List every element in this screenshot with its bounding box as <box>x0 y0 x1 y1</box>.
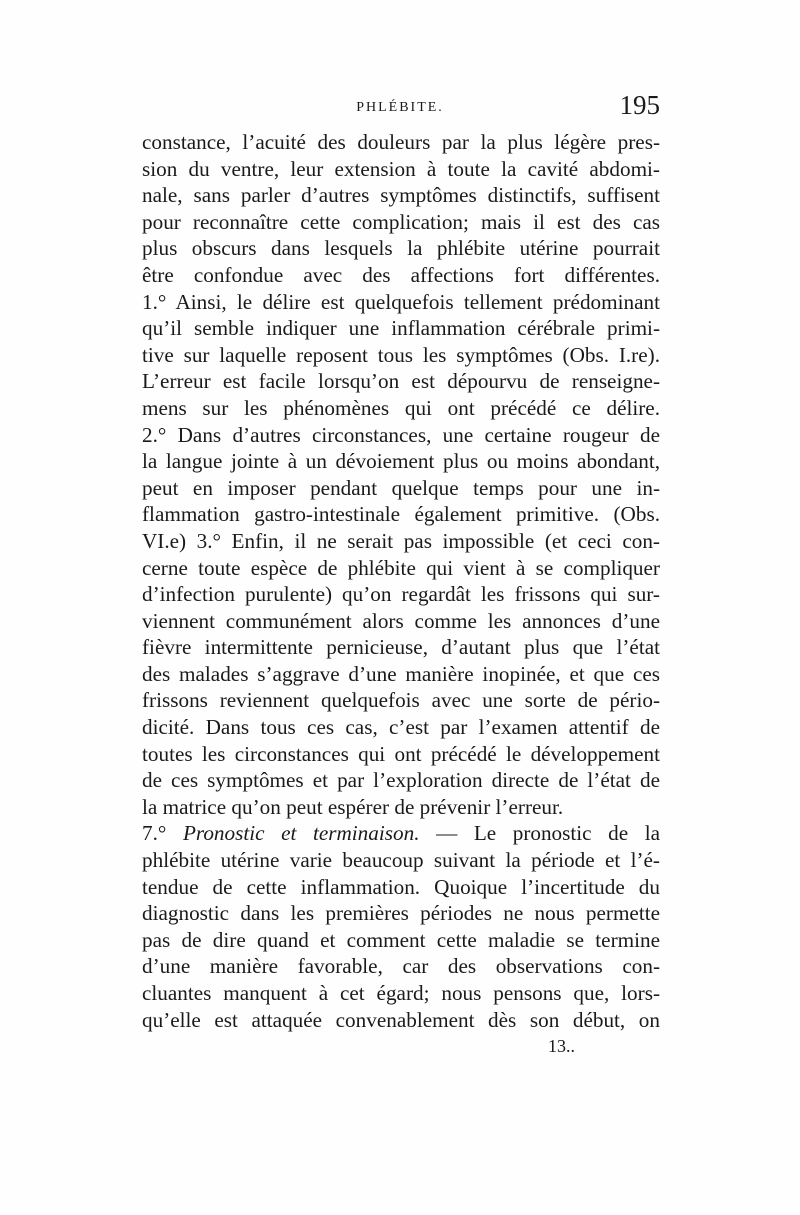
text-line: fièvre intermittente pernicieuse, d’autant plus que l’état <box>142 635 660 660</box>
text-line: viennent communément alors comme les annonces d’une <box>142 608 660 633</box>
section-heading-line <box>142 820 660 847</box>
running-title: PHLÉBITE. <box>356 100 444 115</box>
text-line: cerne toute espèce de phlébite qui vient à se compliquer <box>142 555 660 580</box>
text-line: des malades s’aggrave d’une manière inopinée, et que ces <box>142 661 660 686</box>
text-line: 1.° Ainsi, le délire est quelquefois tellement prédominant <box>142 289 660 314</box>
text-line: diagnostic dans les premières périodes ne nous permette <box>142 901 660 926</box>
text-line: qu’il semble indiquer une inflammation cérébrale primi- <box>142 316 660 341</box>
text-line: nale, sans parler d’autres symptômes distinctifs, suffisent <box>142 183 660 208</box>
text-line: la langue jointe à un dévoiement plus ou moins abondant, <box>142 449 660 474</box>
text-line: qu’elle est attaquée convenablement dès son début, on <box>142 1007 660 1032</box>
text-line: peut en imposer pendant quelque temps pour une in- <box>142 475 660 500</box>
section-line-rest: — Le pronostic de la <box>436 821 660 846</box>
page-number: 195 <box>619 90 660 120</box>
text-line: flammation gastro-intestinale également primitive. (Obs. <box>142 502 660 527</box>
text-line: cluantes manquent à cet égard; nous pensons que, lors- <box>142 981 660 1005</box>
text-line: mens sur les phénomènes qui ont précédé ce délire. <box>142 395 660 420</box>
text-line: toutes les circonstances qui ont précédé le développement <box>142 741 660 766</box>
text-line: pour reconnaître cette complication; mais il est des cas <box>142 209 660 234</box>
text-line: plus obscurs dans lesquels la phlébite utérine pourrait <box>142 236 660 261</box>
text-line: VI.e) 3.° Enfin, il ne serait pas impossible (et ceci con- <box>142 528 660 553</box>
text-line: d’infection purulente) qu’on regardât les frissons qui sur- <box>142 582 660 607</box>
text-line: dicité. Dans tous ces cas, c’est par l’examen attentif de <box>142 715 660 740</box>
text-line: pas de dire quand et comment cette maladie se termine <box>142 927 660 952</box>
text-line: tendue de cette inflammation. Quoique l’incertitude du <box>142 874 660 899</box>
text-line: d’une manière favorable, car des observations con- <box>142 954 660 979</box>
text-line: constance, l’acuité des douleurs par la plus légère pres- <box>142 130 660 154</box>
text-line: tive sur laquelle reposent tous les symptômes (Obs. I.re). <box>142 342 660 367</box>
signature-mark: 13.. <box>548 1036 575 1056</box>
text-line: être confondue avec des affections fort différentes. <box>142 262 660 287</box>
text-line: L’erreur est facile lorsqu’on est dépourvu de renseigne- <box>142 369 660 394</box>
text-line: 2.° Dans d’autres circonstances, une certaine rougeur de <box>142 422 660 447</box>
section-number: 7.° <box>142 821 167 846</box>
text-line: phlébite utérine varie beaucoup suivant la période et l’é- <box>142 848 660 873</box>
section-title: Pronostic et terminaison. <box>182 821 420 846</box>
text-line: frissons reviennent quelquefois avec une sorte de pério- <box>142 688 660 713</box>
running-head <box>140 90 660 126</box>
body-text <box>142 129 660 1033</box>
text-line: de ces symptômes et par l’exploration directe de l’état de <box>142 768 660 793</box>
text-line: sion du ventre, leur extension à toute la cavité abdomi- <box>142 156 660 181</box>
text-line: la matrice qu’on peut espérer de prévenir l’erreur. <box>142 794 564 819</box>
